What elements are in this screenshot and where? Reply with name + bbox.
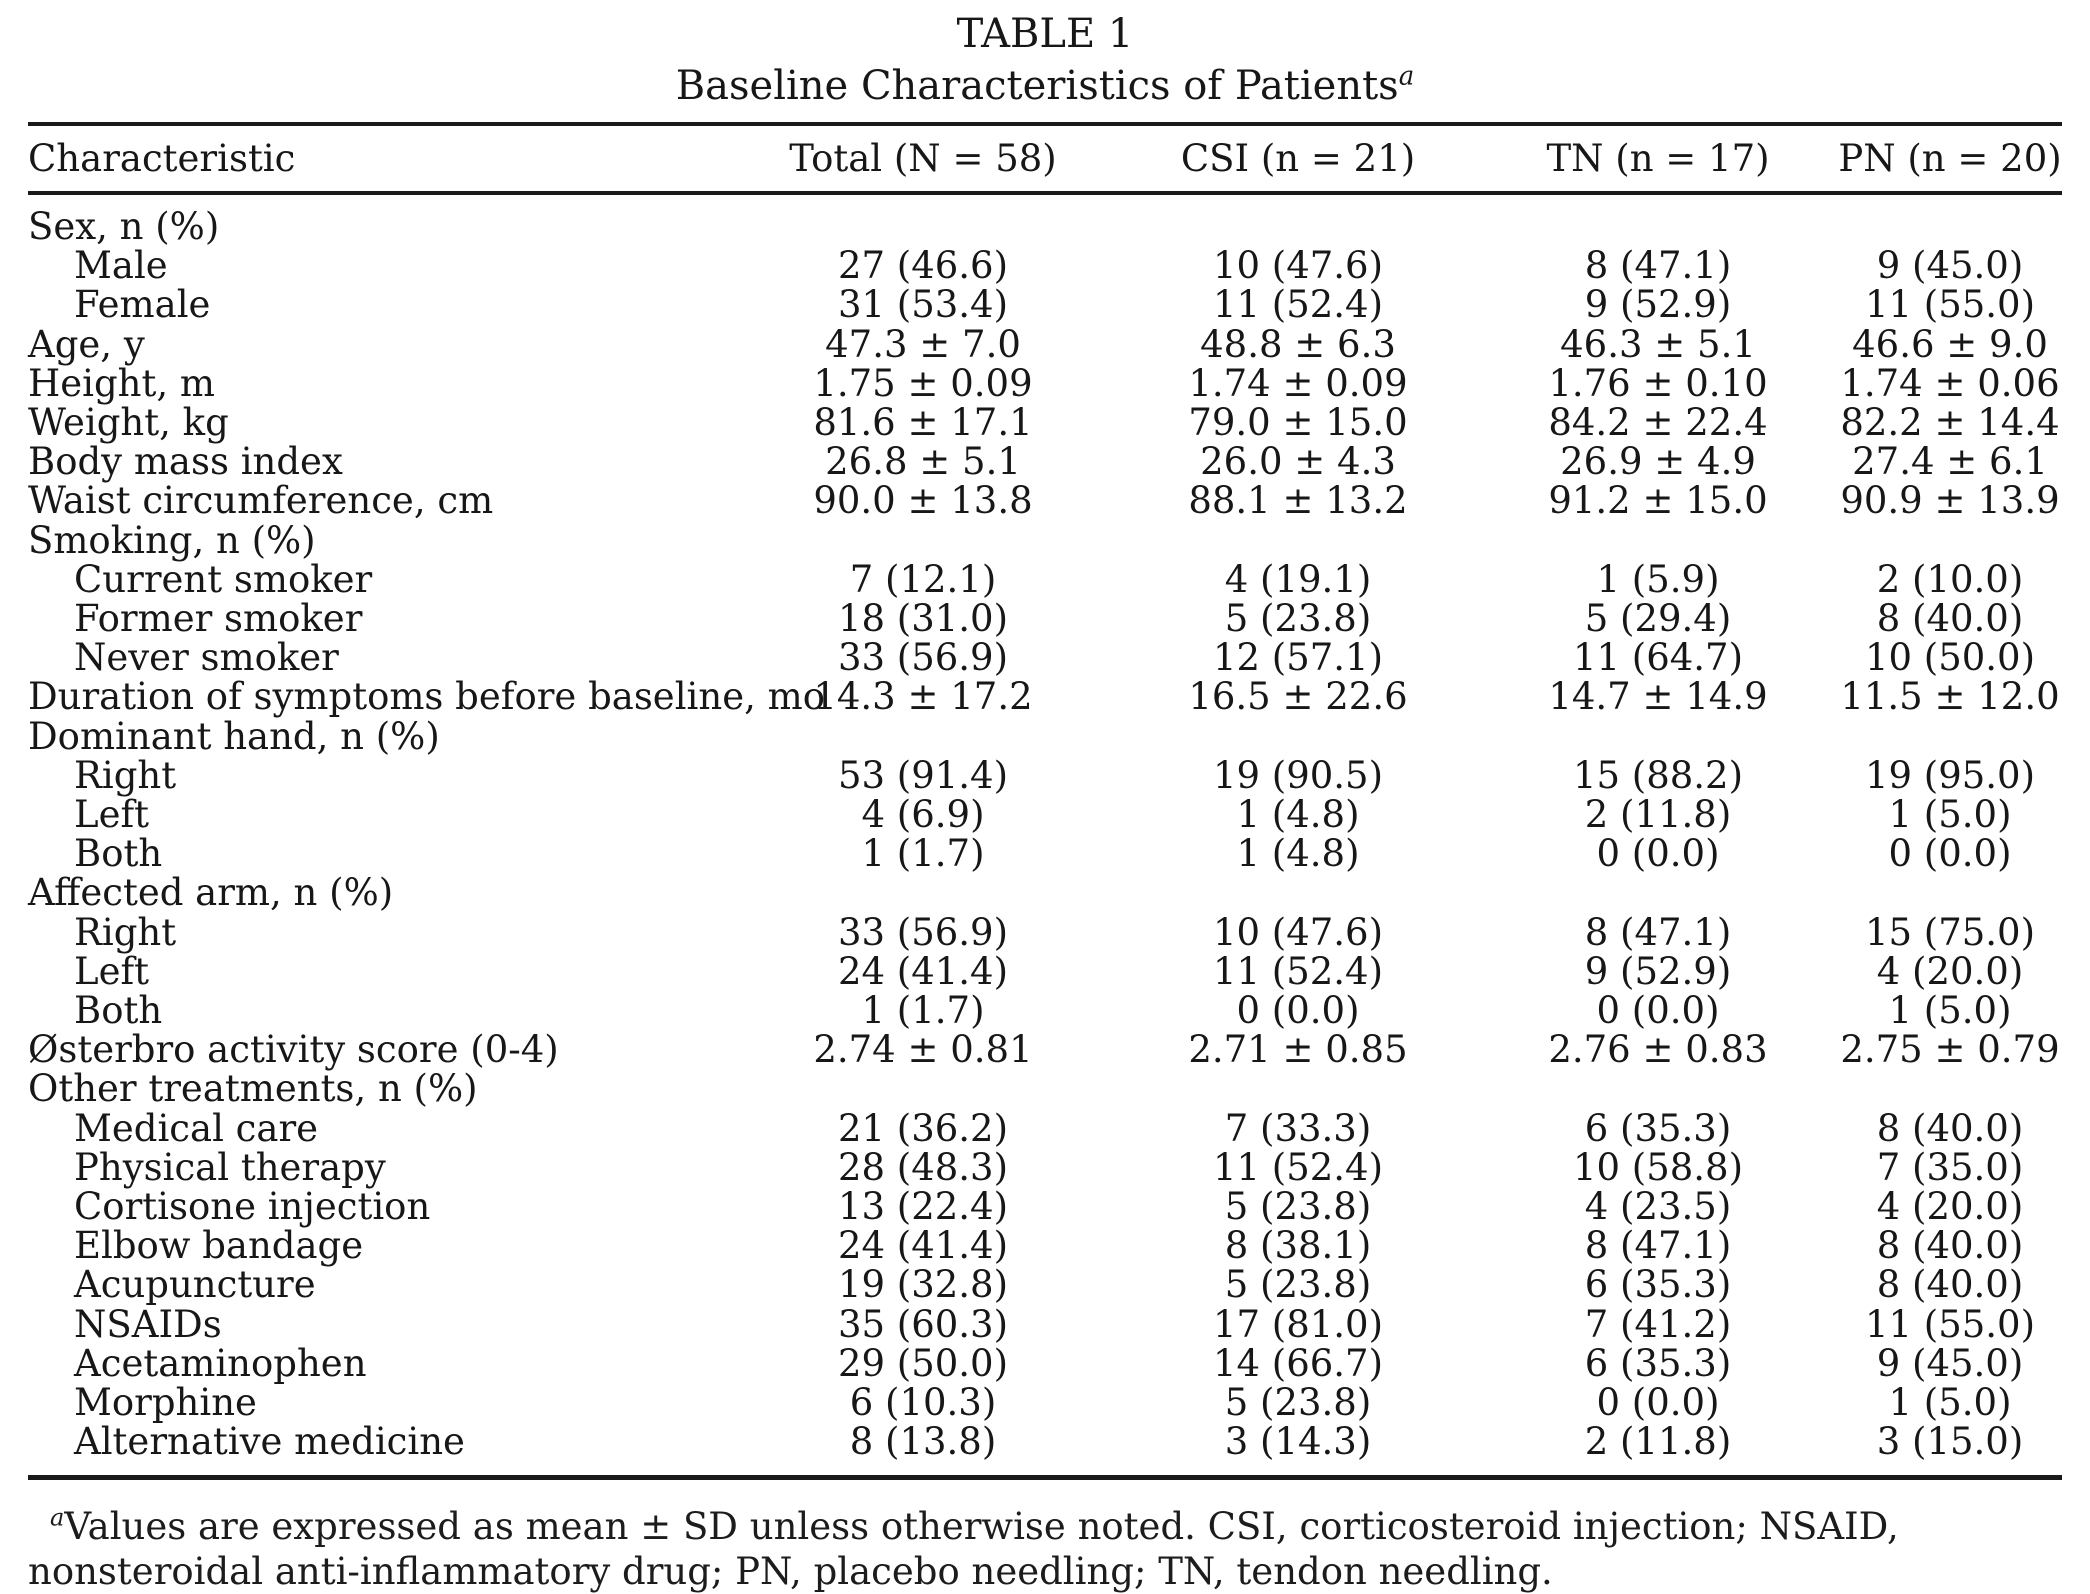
row-value: 0 (0.0) — [1596, 1381, 1720, 1425]
row-value: 1.74 ± 0.06 — [1840, 361, 2060, 405]
table-footnote — [28, 1504, 2062, 1594]
row-value: 91.2 ± 15.0 — [1548, 479, 1768, 523]
row-value: 11 (52.4) — [1212, 1145, 1384, 1189]
row-value: 7 (35.0) — [1876, 1145, 2024, 1189]
table-row — [28, 403, 2062, 442]
table-row — [28, 1187, 2062, 1226]
table-row — [28, 599, 2062, 638]
row-value: 8 (47.1) — [1584, 910, 1732, 954]
row-value: 2 (11.8) — [1584, 1420, 1732, 1464]
row-value: 10 (47.6) — [1212, 244, 1384, 288]
row-label: NSAIDs — [74, 1302, 222, 1346]
footnote-text: Values are expressed as mean ± SD unless otherwise noted. CSI, corticosteroid injection; NSAID, nonsteroidal anti-inflammatory drug; PN, placebo needling; TN, tendon needling. — [28, 1504, 1899, 1593]
table-row — [28, 193, 2062, 246]
row-value: 1 (1.7) — [861, 832, 985, 876]
row-value: 4 (23.5) — [1584, 1185, 1732, 1229]
row-value: 1 (5.0) — [1888, 989, 2012, 1033]
table-row — [28, 1383, 2062, 1422]
table-row — [28, 1344, 2062, 1383]
row-value — [1478, 193, 1838, 246]
row-value: 1 (5.0) — [1888, 1381, 2012, 1425]
row-value: 8 (47.1) — [1584, 1224, 1732, 1268]
row-value: 1 (5.9) — [1596, 557, 1720, 601]
row-value: 11 (52.4) — [1212, 283, 1384, 327]
row-value: 2.71 ± 0.85 — [1188, 1028, 1408, 1072]
table-row — [28, 677, 2062, 716]
table-row — [28, 638, 2062, 677]
row-value: 1.74 ± 0.09 — [1188, 361, 1408, 405]
row-value: 1.76 ± 0.10 — [1548, 361, 1768, 405]
row-value: 2.75 ± 0.79 — [1840, 1028, 2060, 1072]
column-header-tn: TN (n = 17) — [1478, 124, 1838, 193]
subtitle-footnote-marker: a — [1398, 61, 1415, 92]
row-value — [1838, 1069, 2062, 1108]
row-label: Dominant hand, n (%) — [28, 714, 440, 758]
row-label: Cortisone injection — [74, 1185, 431, 1229]
row-value: 4 (20.0) — [1876, 1185, 2024, 1229]
row-value: 26.0 ± 4.3 — [1200, 440, 1396, 484]
row-label: Affected arm, n (%) — [28, 871, 394, 915]
row-value: 88.1 ± 13.2 — [1188, 479, 1408, 523]
row-value: 15 (75.0) — [1864, 910, 2036, 954]
row-value: 14.7 ± 14.9 — [1548, 675, 1768, 719]
column-header-pn: PN (n = 20) — [1838, 124, 2062, 193]
row-value — [1478, 873, 1838, 912]
row-value: 3 (14.3) — [1224, 1420, 1372, 1464]
row-value: 1 (4.8) — [1236, 832, 1360, 876]
row-value: 19 (95.0) — [1864, 753, 2036, 797]
table-row — [28, 1422, 2062, 1477]
row-value: 11.5 ± 12.0 — [1840, 675, 2060, 719]
row-value: 5 (23.8) — [1224, 1263, 1372, 1307]
row-value: 35 (60.3) — [837, 1302, 1009, 1346]
table-header-row — [28, 124, 2062, 193]
table-row — [28, 246, 2062, 285]
row-value: 53 (91.4) — [837, 753, 1009, 797]
row-label: Height, m — [28, 361, 215, 405]
row-label: Female — [74, 283, 211, 327]
row-value: 1 (5.0) — [1888, 793, 2012, 837]
row-value: 28 (48.3) — [837, 1145, 1009, 1189]
row-label: Elbow bandage — [74, 1224, 364, 1268]
row-value: 6 (35.3) — [1584, 1341, 1732, 1385]
row-value: 33 (56.9) — [837, 910, 1009, 954]
row-label: Smoking, n (%) — [28, 518, 316, 562]
table-row — [28, 1226, 2062, 1265]
row-value: 9 (45.0) — [1876, 244, 2024, 288]
row-value: 4 (20.0) — [1876, 949, 2024, 993]
row-value: 8 (40.0) — [1876, 597, 2024, 641]
row-value: 9 (45.0) — [1876, 1341, 2024, 1385]
table-header — [28, 124, 2062, 193]
row-value: 10 (47.6) — [1212, 910, 1384, 954]
row-value: 29 (50.0) — [837, 1341, 1009, 1385]
table-body — [28, 193, 2062, 1477]
row-label: Weight, kg — [28, 401, 229, 445]
row-value: 3 (15.0) — [1876, 1420, 2024, 1464]
row-value: 2 (10.0) — [1876, 557, 2024, 601]
table-row — [28, 717, 2062, 756]
row-value: 18 (31.0) — [837, 597, 1009, 641]
row-value: 46.3 ± 5.1 — [1560, 322, 1756, 366]
table-row — [28, 873, 2062, 912]
row-value — [1478, 717, 1838, 756]
row-value: 8 (40.0) — [1876, 1263, 2024, 1307]
row-value — [1478, 1069, 1838, 1108]
row-value: 5 (23.8) — [1224, 1381, 1372, 1425]
row-label: Østerbro activity score (0-4) — [28, 1028, 559, 1072]
row-label: Physical therapy — [74, 1145, 386, 1189]
row-label: Medical care — [74, 1106, 319, 1150]
row-value: 21 (36.2) — [837, 1106, 1009, 1150]
row-label: Left — [74, 793, 150, 837]
row-value: 11 (52.4) — [1212, 949, 1384, 993]
row-value: 81.6 ± 17.1 — [813, 401, 1033, 445]
row-value — [1838, 521, 2062, 560]
row-value: 9 (52.9) — [1584, 949, 1732, 993]
row-value — [1478, 521, 1838, 560]
row-value: 47.3 ± 7.0 — [825, 322, 1021, 366]
column-header-total: Total (N = 58) — [728, 124, 1118, 193]
row-value: 6 (10.3) — [849, 1381, 997, 1425]
row-value: 46.6 ± 9.0 — [1852, 322, 2048, 366]
row-value: 12 (57.1) — [1212, 636, 1384, 680]
row-value: 4 (19.1) — [1224, 557, 1372, 601]
row-value: 19 (32.8) — [837, 1263, 1009, 1307]
row-value — [1838, 717, 2062, 756]
row-value: 16.5 ± 22.6 — [1188, 675, 1408, 719]
row-label: Sex, n (%) — [28, 205, 220, 248]
row-value: 8 (40.0) — [1876, 1106, 2024, 1150]
table-row — [28, 1030, 2062, 1069]
row-value: 7 (33.3) — [1224, 1106, 1372, 1150]
column-header-csi: CSI (n = 21) — [1118, 124, 1478, 193]
row-value: 9 (52.9) — [1584, 283, 1732, 327]
row-value: 2.76 ± 0.83 — [1548, 1028, 1768, 1072]
row-label: Age, y — [28, 322, 145, 366]
row-value: 5 (23.8) — [1224, 597, 1372, 641]
row-value: 33 (56.9) — [837, 636, 1009, 680]
row-label: Former smoker — [74, 597, 363, 641]
row-value — [1118, 1069, 1478, 1108]
row-value: 0 (0.0) — [1888, 832, 2012, 876]
table-number-title: TABLE 1 — [956, 11, 1134, 57]
row-label: Left — [74, 949, 150, 993]
row-value: 5 (23.8) — [1224, 1185, 1372, 1229]
row-label: Current smoker — [74, 557, 373, 601]
row-value: 82.2 ± 14.4 — [1840, 401, 2060, 445]
table-row — [28, 1305, 2062, 1344]
table-subtitle-text: Baseline Characteristics of Patients — [675, 63, 1399, 109]
row-value: 26.8 ± 5.1 — [825, 440, 1021, 484]
row-value — [1118, 873, 1478, 912]
row-label: Acupuncture — [74, 1263, 316, 1307]
row-value: 8 (13.8) — [849, 1420, 997, 1464]
row-value — [728, 521, 1118, 560]
row-value — [1838, 873, 2062, 912]
row-value: 11 (55.0) — [1864, 283, 2036, 327]
row-value: 14.3 ± 17.2 — [813, 675, 1033, 719]
row-value: 11 (55.0) — [1864, 1302, 2036, 1346]
row-value: 7 (41.2) — [1584, 1302, 1732, 1346]
table-row — [28, 952, 2062, 991]
row-value: 24 (41.4) — [837, 949, 1009, 993]
row-value: 8 (38.1) — [1224, 1224, 1372, 1268]
row-value: 10 (58.8) — [1572, 1145, 1744, 1189]
row-value: 1.75 ± 0.09 — [813, 361, 1033, 405]
row-value: 2 (11.8) — [1584, 793, 1732, 837]
row-value: 79.0 ± 15.0 — [1188, 401, 1408, 445]
row-value: 31 (53.4) — [837, 283, 1009, 327]
row-value: 10 (50.0) — [1864, 636, 2036, 680]
row-value: 26.9 ± 4.9 — [1560, 440, 1756, 484]
row-value: 4 (6.9) — [861, 793, 985, 837]
row-value: 0 (0.0) — [1596, 832, 1720, 876]
table-row — [28, 913, 2062, 952]
row-value: 11 (64.7) — [1572, 636, 1744, 680]
row-value — [728, 873, 1118, 912]
row-value: 0 (0.0) — [1596, 989, 1720, 1033]
row-value: 13 (22.4) — [837, 1185, 1009, 1229]
table-row — [28, 325, 2062, 364]
row-value: 2.74 ± 0.81 — [813, 1028, 1033, 1072]
row-value: 8 (47.1) — [1584, 244, 1732, 288]
table-row — [28, 1109, 2062, 1148]
table-row — [28, 364, 2062, 403]
row-value: 48.8 ± 6.3 — [1200, 322, 1396, 366]
table-row — [28, 481, 2062, 520]
row-value: 8 (40.0) — [1876, 1224, 2024, 1268]
table-subtitle — [28, 60, 2062, 112]
row-value — [728, 1069, 1118, 1108]
row-value: 84.2 ± 22.4 — [1548, 401, 1768, 445]
row-value — [1838, 193, 2062, 246]
row-label: Acetaminophen — [74, 1341, 367, 1385]
table-row — [28, 991, 2062, 1030]
column-header-characteristic: Characteristic — [28, 124, 728, 193]
row-label: Waist circumference, cm — [28, 479, 494, 523]
row-value: 19 (90.5) — [1212, 753, 1384, 797]
row-label: Male — [74, 244, 168, 288]
row-value: 27 (46.6) — [837, 244, 1009, 288]
row-value: 6 (35.3) — [1584, 1263, 1732, 1307]
table-row — [28, 756, 2062, 795]
row-label: Alternative medicine — [74, 1420, 465, 1464]
table-row — [28, 1069, 2062, 1108]
row-value: 14 (66.7) — [1212, 1341, 1384, 1385]
row-label: Other treatments, n (%) — [28, 1067, 478, 1111]
row-value: 1 (1.7) — [861, 989, 985, 1033]
row-label: Both — [74, 832, 163, 876]
table-row — [28, 560, 2062, 599]
footnote-marker: a — [50, 1503, 65, 1532]
row-value: 15 (88.2) — [1572, 753, 1744, 797]
row-value: 0 (0.0) — [1236, 989, 1360, 1033]
row-label: Never smoker — [74, 636, 339, 680]
row-value — [1118, 521, 1478, 560]
table-row — [28, 834, 2062, 873]
table-row — [28, 795, 2062, 834]
row-value: 17 (81.0) — [1212, 1302, 1384, 1346]
row-value: 27.4 ± 6.1 — [1852, 440, 2048, 484]
row-value: 24 (41.4) — [837, 1224, 1009, 1268]
table-row — [28, 442, 2062, 481]
row-label: Body mass index — [28, 440, 343, 484]
row-value: 90.0 ± 13.8 — [813, 479, 1033, 523]
row-value — [728, 717, 1118, 756]
row-value: 6 (35.3) — [1584, 1106, 1732, 1150]
table-row — [28, 285, 2062, 324]
row-value: 90.9 ± 13.9 — [1840, 479, 2060, 523]
row-label: Both — [74, 989, 163, 1033]
row-value: 5 (29.4) — [1584, 597, 1732, 641]
row-label: Duration of symptoms before baseline, mo — [28, 675, 825, 719]
table-row — [28, 1148, 2062, 1187]
row-value — [728, 193, 1118, 246]
row-value: 7 (12.1) — [849, 557, 997, 601]
row-label: Morphine — [74, 1381, 257, 1425]
row-value — [1118, 193, 1478, 246]
table-row — [28, 521, 2062, 560]
row-label: Right — [74, 910, 177, 954]
row-value: 1 (4.8) — [1236, 793, 1360, 837]
row-label: Right — [74, 753, 177, 797]
baseline-characteristics-table — [28, 122, 2062, 1480]
row-value — [1118, 717, 1478, 756]
table-row — [28, 1265, 2062, 1304]
